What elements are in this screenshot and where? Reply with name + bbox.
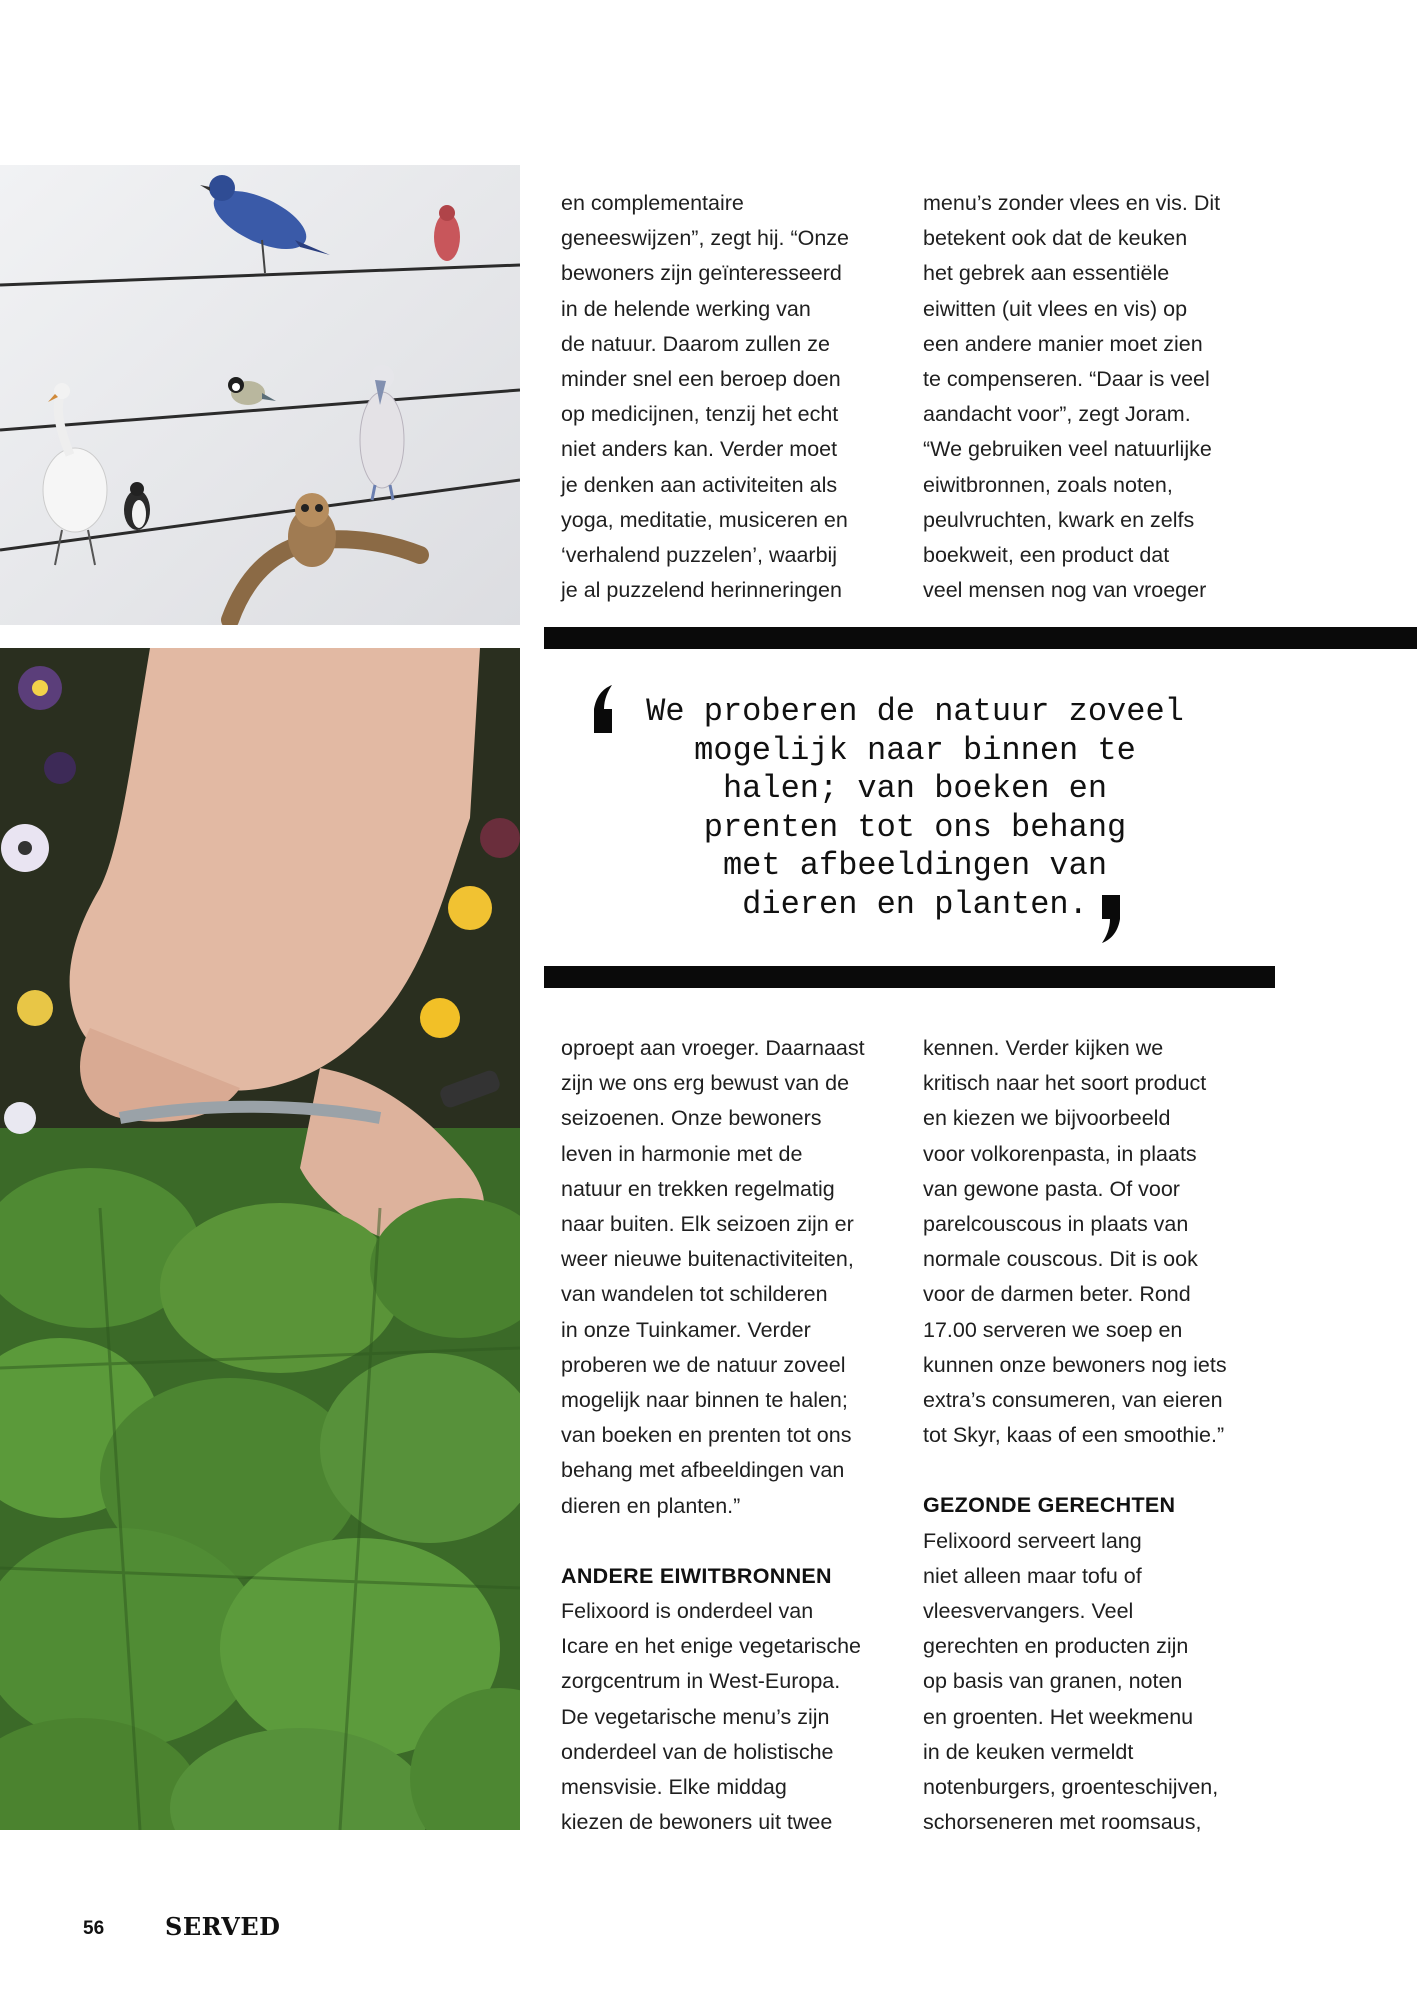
body-paragraph: menu’s zonder vlees en vis. Dit betekent ook dat de keuken het gebrek aan essentiële eiwitten (uit vlees en vis) op een andere manier moet zien te compenseren. “Daar is veel aandacht voor”, zegt Joram. “We gebruiken veel natuurlijke eiwitbronnen, zoals noten, peulvruchten, kwark en zelfs boekweit, een product dat veel mensen nog van vroeger (923, 191, 1221, 603)
body-paragraph: kennen. Verder kijken we kritisch naar het soort product en kiezen we bijvoorbeeld voor volkorenpasta, in plaats van gewone pasta. Of voor parelcouscous in plaats van normale couscous. Dit is ook voor de darmen beter. Rond 17.00 serveren we soep en kunnen onze bewoners nog iets extra’s consumeren, van eieren tot Skyr, kaas of een smoothie.” (923, 1036, 1227, 1448)
text-column-top-right (923, 186, 1253, 608)
quote-bar-bottom (544, 966, 1275, 988)
magazine-logo: SERVED (165, 1912, 281, 1941)
pull-quote (600, 693, 1230, 924)
section-heading-andere-eiwitbronnen: ANDERE EIWITBRONNEN (561, 1563, 832, 1588)
quote-bar-top (544, 627, 1417, 649)
pull-quote-text: We proberen de natuur zoveel mogelijk naar binnen te halen; van boeken en prenten tot ons behang met afbeeldingen van dieren en planten. (646, 693, 1184, 923)
birds-wallpaper-photo (0, 165, 520, 625)
body-paragraph: en complementaire geneeswijzen”, zegt hij. “Onze bewoners zijn geïnteresseerd in de helende werking van de natuur. Daarom zullen ze minder snel een beroep doen op medicijnen, tenzij het echt niet anders kan. Verder moet je denken aan activiteiten als yoga, meditatie, musiceren en ‘verhalend puzzelen’, waarbij je al puzzelend herinneringen (561, 191, 850, 603)
close-quote-icon (1100, 893, 1124, 945)
text-column-bottom-right (923, 1031, 1253, 1840)
body-paragraph: Felixoord is onderdeel van Icare en het enige vegetarische zorgcentrum in West-Europa. De vegetarische menu’s zijn onderdeel van de holistische mensvisie. Elke middag kiezen de bewoners uit twee (561, 1599, 862, 1835)
herbs-hands-photo (0, 648, 520, 1830)
text-column-bottom-left (561, 1031, 891, 1840)
birds-illustration (0, 165, 520, 625)
section-heading-gezonde-gerechten: GEZONDE GERECHTEN (923, 1493, 1176, 1518)
herbs-illustration (0, 648, 520, 1830)
text-column-top-left (561, 186, 891, 608)
page-number: 56 (83, 1918, 105, 1939)
body-paragraph: Felixoord serveert lang niet alleen maar tofu of vleesvervangers. Veel gerechten en producten zijn op basis van granen, noten en groenten. Het weekmenu in de keuken vermeldt notenburgers, groenteschijven, schorseneren met roomsaus, (923, 1528, 1219, 1835)
body-paragraph: oproept aan vroeger. Daarnaast zijn we ons erg bewust van de seizoenen. Onze bewoners leven in harmonie met de natuur en trekken regelmatig naar buiten. Elk seizoen zijn er weer nieuwe buitenactiviteiten, van wandelen tot schilderen in onze Tuinkamer. Verder proberen we de natuur zoveel mogelijk naar binnen te halen; van boeken en prenten tot ons behang met afbeeldingen van dieren en planten.” (561, 1036, 865, 1518)
